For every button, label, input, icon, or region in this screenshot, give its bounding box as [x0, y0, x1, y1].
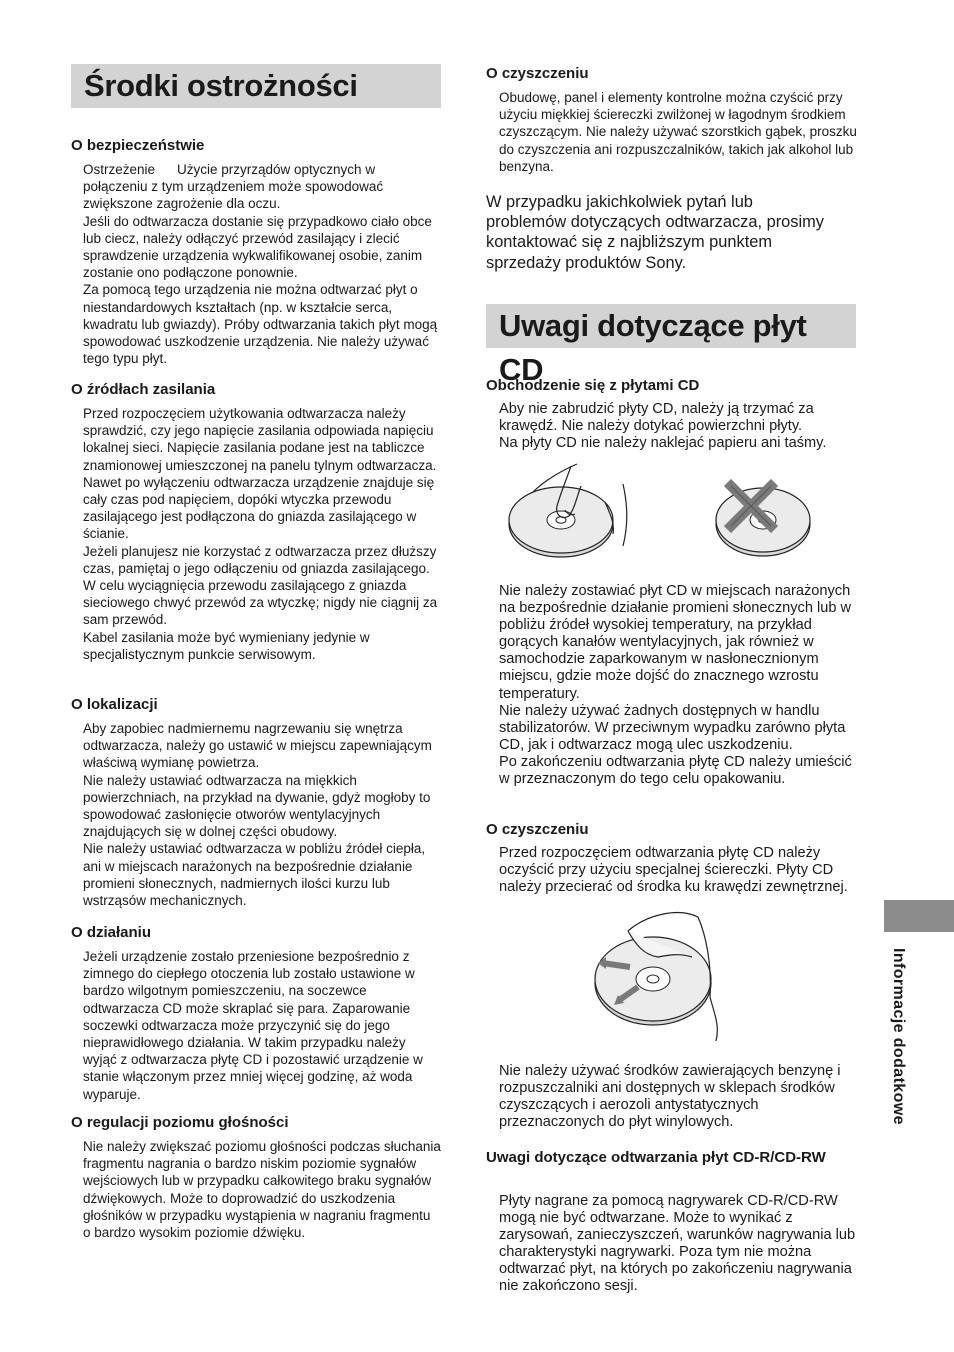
location-paragraph: Nie należy ustawiać odtwarzacza na miękkich powierzchniach, na przykład na dywanie, gdyż mogłoby to spowodować zasłonięcie otworów wentylacyjnych znajdujących się w dolnej części obudowy.: [83, 772, 431, 840]
power-text: [83, 405, 441, 663]
cleaning-cd-text-2: [499, 1063, 857, 1131]
cd-notes-title: Uwagi dotyczące płyt CD: [486, 304, 856, 348]
power-heading: O źródłach zasilania: [71, 381, 216, 398]
warning-label: Ostrzeżenie: [83, 162, 156, 177]
safety-paragraph: Za pomocą tego urządzenia nie można odtwarzać płyt o niestandardowych kształtach (np. w kształcie serca, kwadratu lub gwiazdy). Próby odtwarzania takich płyt mogą spowodować uszkodzenie urządzenia. Nie należy używać tego typu płyt.: [83, 282, 438, 367]
operation-text: [83, 948, 441, 1103]
cleaning-cd-heading: O czyszczeniu: [486, 821, 589, 838]
cdr-heading: Uwagi dotyczące odtwarzania płyt CD-R/CD-RW: [486, 1149, 826, 1166]
location-heading: O lokalizacji: [71, 696, 158, 713]
handling-paragraph: Nie należy używać żadnych dostępnych w handlu stabilizatorów. W przeciwnym wypadku zarówno płyta CD, jak i odtwarzacz mogą ulec uszkodzeniu.: [499, 702, 846, 753]
handling-paragraph: Aby nie zabrudzić płyty CD, należy ją trzymać za krawędź. Nie należy dotykać powierzchni płyty.: [499, 401, 814, 435]
handling-text-bottom: [499, 583, 857, 788]
location-text: [83, 720, 441, 909]
side-section-label: Informacje dodatkowe: [890, 948, 907, 1125]
contact-note: W przypadku jakichkolwiek pytań lub problemów dotyczących odtwarzacza, prosimy kontaktować się z najbliższym punktem sprzedaży produktów Sony.: [486, 193, 824, 272]
cleaning-top-paragraph: Obudowę, panel i elementy kontrolne można czyścić przy użyciu miękkiej ściereczki zwilżonej w łagodnym środkiem czyszczącym. Nie należy używać szorstkich gąbek, proszku do czyszczenia ani rozpuszczalników, takich jak alkohol lub benzyna.: [499, 90, 857, 174]
cd-hold-correct-illustration: [505, 462, 640, 572]
handling-heading: Obchodzenie się z płytami CD: [486, 377, 700, 394]
operation-paragraph: Jeżeli urządzenie zostało przeniesione bezpośrednio z zimnego do ciepłego otoczenia lub zostało ustawione w bardzo wilgotnym pomieszczeniu, na soczewce odtwarzacza CD może skraplać się para. Zaparowanie soczewki odtwarzacza może przyczynić się do jego nieprawidłowego działania. W takim przypadku należy wyjąć z odtwarzacza płytę CD i pozostawić urządzenie w stanie włączonym przez mniej więcej godzinę, aż woda wyparuje.: [83, 949, 423, 1102]
volume-heading: O regulacji poziomu głośności: [71, 1114, 289, 1131]
location-paragraph: Nie należy ustawiać odtwarzacza w pobliżu źródeł ciepła, ani w miejscach narażonych na bezpośrednie działanie promieni słonecznych, nadmiernych ilości kurzu lub wstrząsów mechanicznych.: [83, 841, 426, 909]
handling-text-top: [499, 401, 857, 452]
cleaning-top-text: [499, 89, 857, 175]
cleaning-top-heading: O czyszczeniu: [486, 65, 589, 82]
safety-paragraph: Jeśli do odtwarzacza dostanie się przypadkowo ciało obce lub ciecz, należy odłączyć przewód zasilający i zlecić sprawdzenie urządzenia wykwalifikowanej osobie, zanim zostanie ono podłączone ponownie.: [83, 213, 432, 281]
safety-text: [83, 161, 441, 367]
volume-paragraph: Nie należy zwiększać poziomu głośności podczas słuchania fragmentu nagrania o bardzo niskim poziomie sygnałów wejściowych lub w przypadku całkowitego braku sygnałów dźwiękowych. Może to doprowadzić do uszkodzenia głośników w przypadku wystąpienia w nagraniu fragmentu o bardzo wysokim poziomie dźwięku.: [83, 1139, 441, 1241]
power-paragraph: Przed rozpoczęciem użytkowania odtwarzacza należy sprawdzić, czy jego napięcie zasilania odpowiada napięciu lokalnej sieci. Napięcie zasilania podane jest na tabliczce znamionowej umieszczonej na panelu tylnym odtwarzacza.: [83, 406, 437, 473]
warning-text: Użycie przyrządów optycznych w połączeniu z tym urządzeniem może spowodować zwiększone zagrożenie dla oczu.: [83, 162, 384, 212]
cleaning-cd-text: [499, 845, 857, 896]
volume-text: [83, 1138, 441, 1241]
power-paragraph: Nawet po wyłączeniu odtwarzacza urządzenie znajduje się cały czas pod napięciem, dopóki wtyczka przewodu zasilającego jest podłączona do gniazda zasilającego w ścianie.: [83, 474, 435, 542]
cdr-text: [499, 1193, 857, 1296]
cd-cleaning-illustration: [588, 905, 728, 1045]
operation-heading: O działaniu: [71, 924, 152, 941]
power-paragraph: Jeżeli planujesz nie korzystać z odtwarzacza przez dłuższy czas, pamiętaj o jego odłączeniu od gniazda zasilającego. W celu wyciągnięcia przewodu zasilającego z gniazda sieciowego chwyć przewód za wtyczkę; nigdy nie ciągnij za sam przewód.: [83, 543, 438, 628]
section-tab-marker: [884, 900, 954, 932]
location-paragraph: Aby zapobiec nadmiernemu nagrzewaniu się wnętrza odtwarzacza, należy go ustawić w miejscu zapewniającym właściwą wymianę powietrza.: [83, 721, 432, 771]
precautions-title: Środki ostrożności: [71, 64, 441, 108]
power-paragraph: Kabel zasilania może być wymieniany jedynie w specjalistycznym punkcie serwisowym.: [83, 629, 370, 662]
safety-heading: O bezpieczeństwie: [71, 137, 205, 154]
handling-paragraph: Nie należy zostawiać płyt CD w miejscach narażonych na bezpośrednie działanie promieni słonecznych lub w pobliżu źródeł wysokiej temperatury, na przykład gorących kanałów wentylacyjnych, jak również w samochodzie zaparkowanym w nasłonecznionym miejscu, gdzie może dojść do znacznego wzrostu temperatury.: [499, 583, 852, 702]
handling-paragraph: Na płyty CD nie należy naklejać papieru ani taśmy.: [499, 435, 827, 452]
warning-paragraph: [83, 161, 441, 213]
cleaning-cd-paragraph: Przed rozpoczęciem odtwarzania płytę CD należy oczyścić przy użyciu specjalnej ściereczki. Płyty CD należy przecierać od środka ku krawędzi zewnętrznej.: [499, 845, 848, 896]
handling-paragraph: Po zakończeniu odtwarzania płytę CD należy umieścić w przeznaczonym do tego celu opakowaniu.: [499, 753, 852, 788]
cleaning-cd-paragraph: Nie należy używać środków zawierających benzynę i rozpuszczalniki ani dostępnych w sklepach środków czyszczących i aerozoli antystatycznych przeznaczonych do płyt winylowych.: [499, 1063, 841, 1131]
cdr-paragraph: Płyty nagrane za pomocą nagrywarek CD-R/CD-RW mogą nie być odtwarzane. Może to wynikać z zarysowań, zanieczyszczeń, warunków nagrywania lub charakterystyki nagrywarki. Poza tym nie można odtwarzać płyt, na których po zakończeniu nagrywania nie zakończono sesji.: [499, 1193, 856, 1295]
cd-touch-wrong-illustration: [713, 480, 813, 560]
